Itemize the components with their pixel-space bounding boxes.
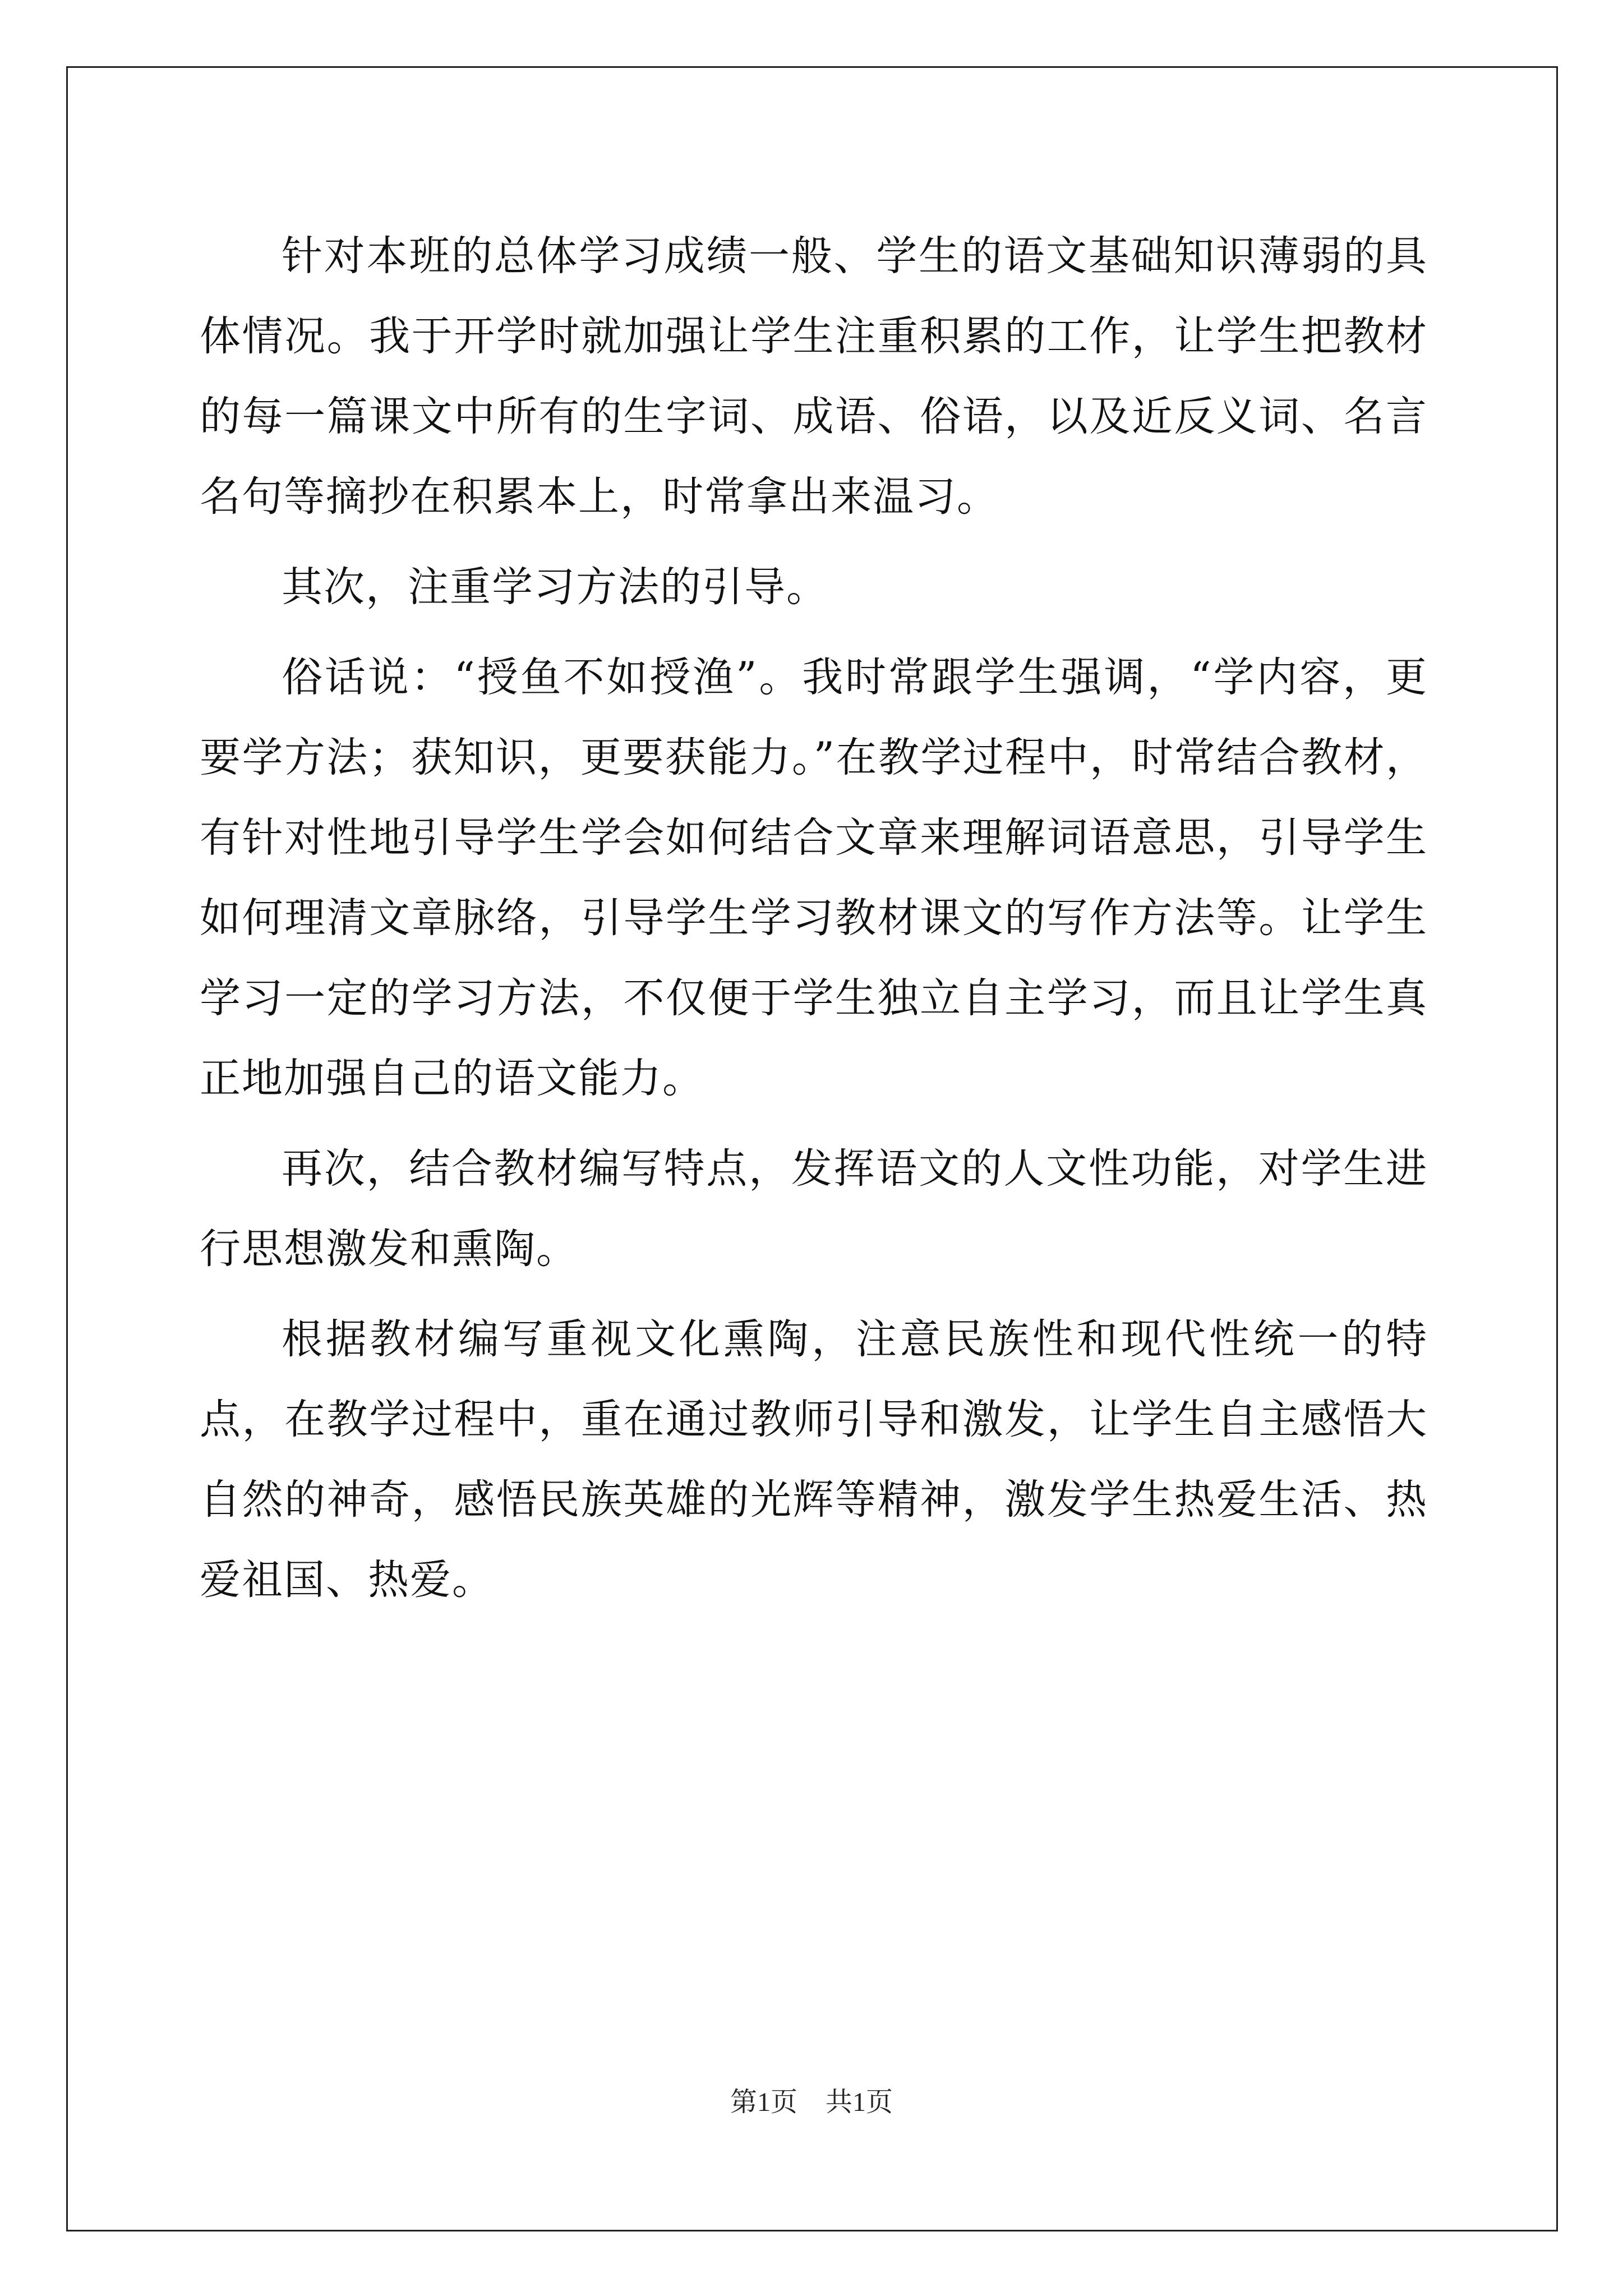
paragraph-3: 俗话说：“授鱼不如授渔”。我时常跟学生强调，“学内容，更要学方法；获知识，更要获能力。”在教学过程中，时常结合教材，有针对性地引导学生学会如何结合文章来理解词语意思，引导学生如何理清文章脉络，引导学生学习教材课文的写作方法等。让学生学习一定的学习方法，不仅便于学生独立自主学习，而且让学生真正地加强自己的语文能力。 [200, 654, 1428, 1102]
document-body [200, 216, 1428, 1630]
page-footer [0, 2080, 1623, 2119]
paragraph-1: 针对本班的总体学习成绩一般、学生的语文基础知识薄弱的具体情况。我于开学时就加强让学生注重积累的工作，让学生把教材的每一篇课文中所有的生字词、成语、俗语，以及近反义词、名言名句等摘抄在积累本上，时常拿出来温习。 [200, 232, 1428, 521]
page-number-total: 共1页 [826, 2087, 893, 2117]
paragraph-2: 其次，注重学习方法的引导。 [282, 563, 828, 611]
page-number-current: 第1页 [730, 2087, 797, 2117]
paragraph-5: 根据教材编写重视文化熏陶，注意民族性和现代性统一的特点，在教学过程中，重在通过教师引导和激发，让学生自主感悟大自然的神奇，感悟民族英雄的光辉等精神，激发学生热爱生活、热爱祖国、热爱。 [200, 1315, 1428, 1604]
paragraph-4: 再次，结合教材编写特点，发挥语文的人文性功能，对学生进行思想激发和熏陶。 [200, 1145, 1428, 1273]
